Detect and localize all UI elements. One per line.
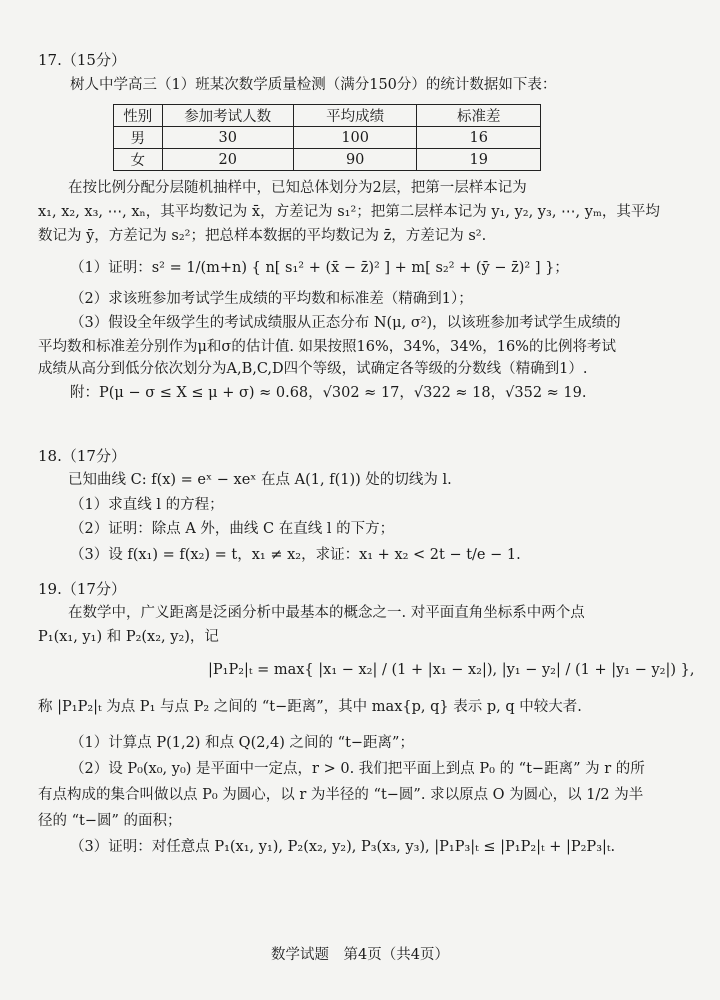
q19-number: 19.（17分） bbox=[38, 580, 126, 598]
q17-number: 17.（15分） bbox=[38, 51, 126, 69]
table-header-cell: 性别 bbox=[114, 105, 163, 127]
q17-part-3-line-3: 成绩从高分到低分依次划分为A,B,C,D四个等级，试确定各等级的分数线（精确到1）. bbox=[38, 361, 588, 377]
q17-para-2: x₁, x₂, x₃, ⋯, xₙ，其平均数记为 x̄，方差记为 s₁²；把第二层样本记为 y₁, y₂, y₃, ⋯, yₘ，其平均 bbox=[38, 204, 660, 220]
table-header-cell: 参加考试人数 bbox=[162, 105, 293, 127]
q19-part-2-line-3: 径的 “t−圆” 的面积； bbox=[38, 813, 182, 829]
table-header-cell: 标准差 bbox=[417, 105, 541, 127]
q19-intro-1: 在数学中，广义距离是泛函分析中最基本的概念之一. 对平面直角坐标系中两个点 bbox=[68, 605, 585, 621]
q17-part-3-line-2: 平均数和标准差分别作为μ和σ的估计值. 如果按照16%，34%，34%，16%的比例将考试 bbox=[38, 339, 616, 355]
table-cell: 30 bbox=[162, 127, 293, 149]
q18-number: 18.（17分） bbox=[38, 447, 126, 465]
q17-para-1: 在按比例分配分层随机抽样中，已知总体划分为2层，把第一层样本记为 bbox=[68, 180, 527, 196]
q19-part-2-line-2: 有点构成的集合叫做以点 P₀ 为圆心，以 r 为半径的 “t−圆”. 求以原点 O 为圆心，以 1/2 为半 bbox=[38, 787, 644, 803]
table-cell: 100 bbox=[293, 127, 417, 149]
table-cell: 90 bbox=[293, 149, 417, 171]
table-row bbox=[114, 127, 541, 149]
q19-part-1: （1）计算点 P(1,2) 和点 Q(2,4) 之间的 “t−距离”； bbox=[70, 735, 414, 751]
table-cell: 20 bbox=[162, 149, 293, 171]
q17-part-2: （2）求该班参加考试学生成绩的平均数和标准差（精确到1）； bbox=[70, 291, 473, 307]
q17-part-3-line-1: （3）假设全年级学生的考试成绩服从正态分布 N(μ, σ²)，以该班参加考试学生成绩的 bbox=[70, 315, 621, 331]
q17-part-1: （1）证明：s² = 1/(m+n) { n[ s₁² + (x̄ − z̄)² ] + m[ s₂² + (ȳ − z̄)² ] }； bbox=[70, 260, 569, 276]
q19-intro-3: 称 |P₁P₂|ₜ 为点 P₁ 与点 P₂ 之间的 “t−距离”，其中 max{p, q} 表示 p, q 中较大者. bbox=[38, 699, 582, 715]
q18-part-1: （1）求直线 l 的方程； bbox=[70, 497, 224, 513]
q19-intro-2: P₁(x₁, y₁) 和 P₂(x₂, y₂)，记 bbox=[38, 629, 219, 645]
table-row bbox=[114, 149, 541, 171]
table-cell: 男 bbox=[114, 127, 163, 149]
q17-note: 附：P(μ − σ ≤ X ≤ μ + σ) ≈ 0.68，√302 ≈ 17，√322 ≈ 18，√352 ≈ 19. bbox=[70, 385, 587, 401]
q19-formula: |P₁P₂|ₜ = max{ |x₁ − x₂| / (1 + |x₁ − x₂|), |y₁ − y₂| / (1 + |y₁ − y₂|) }, bbox=[208, 662, 695, 678]
table-cell: 女 bbox=[114, 149, 163, 171]
q17-para-3: 数记为 ȳ，方差记为 s₂²；把总样本数据的平均数记为 z̄，方差记为 s². bbox=[38, 228, 487, 244]
q18-part-3: （3）设 f(x₁) = f(x₂) = t，x₁ ≠ x₂，求证：x₁ + x₂ < 2t − t/e − 1. bbox=[70, 547, 521, 563]
page-footer: 数学试题 第4页（共4页） bbox=[271, 947, 449, 963]
table-header-cell: 平均成绩 bbox=[293, 105, 417, 127]
table-header-row bbox=[114, 105, 541, 127]
stats-table bbox=[113, 104, 541, 171]
q17-intro: 树人中学高三（1）班某次数学质量检测（满分150分）的统计数据如下表： bbox=[70, 77, 557, 93]
table-cell: 16 bbox=[417, 127, 541, 149]
q18-part-2: （2）证明：除点 A 外，曲线 C 在直线 l 的下方； bbox=[70, 521, 395, 537]
q19-part-3: （3）证明：对任意点 P₁(x₁, y₁), P₂(x₂, y₂), P₃(x₃, y₃), |P₁P₃|ₜ ≤ |P₁P₂|ₜ + |P₂P₃|ₜ. bbox=[70, 839, 616, 855]
q19-part-2-line-1: （2）设 P₀(x₀, y₀) 是平面中一定点，r > 0. 我们把平面上到点 P₀ 的 “t−距离” 为 r 的所 bbox=[70, 761, 645, 777]
q18-intro: 已知曲线 C: f(x) = eˣ − xeˣ 在点 A(1, f(1)) 处的切线为 l. bbox=[68, 472, 452, 488]
table-cell: 19 bbox=[417, 149, 541, 171]
